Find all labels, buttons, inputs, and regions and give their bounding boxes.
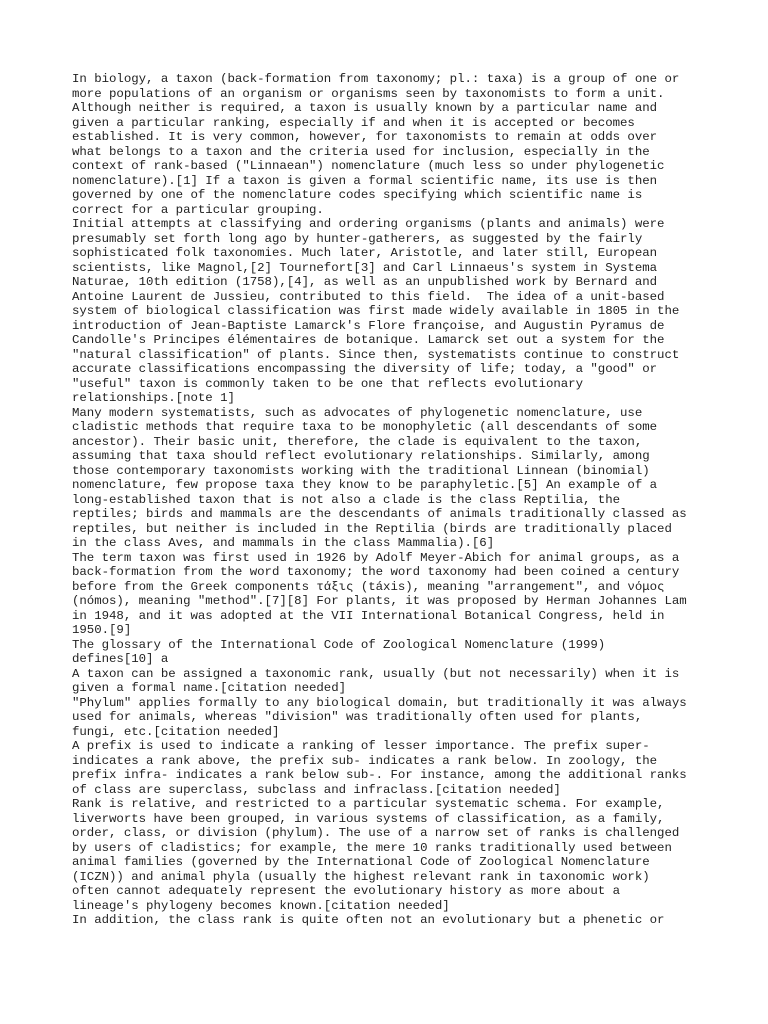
paragraph-glossary: The glossary of the International Code of Zoological Nomenclature (1999) defines[10] a: [72, 637, 606, 666]
paragraph-taxonomic-rank: A taxon can be assigned a taxonomic rank, usually (but not necessarily) when it is given a formal name.[citation needed]: [72, 666, 680, 695]
paragraph-phylum: "Phylum" applies formally to any biological domain, but traditionally it was always used for animals, whereas "division" was traditionally often used for plants, fungi, etc.[citation needed]: [72, 695, 687, 739]
paragraph-taxon-definition: In biology, a taxon (back-formation from taxonomy; pl.: taxa) is a group of one or more populations of an organism or organisms seen by taxonomists to form a unit. Although neither is required, a taxon is usually known by a particular name and given a particular ranking, especially if and when it is accepted or becomes established. It is very common, however, for taxonomists to remain at odds over what belongs to a taxon and the criteria used for inclusion, especially in the context of rank-based ("Linnaean") nomenclature (much less so under phylogenetic nomenclature).[1] If a taxon is given a formal scientific name, its use is then governed by one of the nomenclature codes specifying which scientific name is correct for a particular grouping.: [72, 72, 680, 217]
paragraph-cladistics: Many modern systematists, such as advocates of phylogenetic nomenclature, use cladistic methods that require taxa to be monophyletic (all descendants of some ancestor). Their basic unit, therefore, the clade is equivalent to the taxon, assuming that taxa should reflect evolutionary relationships. Similarly, among those contemporary taxonomists working with the traditional Linnean (binomial) nomenclature, few propose taxa they know to be paraphyletic.[5] An example of a long-established taxon that is not also a clade is the class Reptilia, the reptiles; birds and mammals are the descendants of animals traditionally classed as reptiles, but neither is included in the Reptilia (birds are traditionally placed in the class Aves, and mammals in the class Mammalia).[6]: [72, 405, 687, 550]
paragraph-history-classification: Initial attempts at classifying and ordering organisms (plants and animals) were presumably set forth long ago by hunter-gatherers, as suggested by the fairly sophisticated folk taxonomies. Much later, Aristotle, and later still, European scientists, like Magnol,[2] Tournefort[3] and Carl Linnaeus's system in Systema Naturae, 10th edition (1758),[4], as well as an unpublished work by Bernard and Antoine Laurent de Jussieu, contributed to this field. The idea of a unit-based system of biological classification was first made widely available in 1805 in the introduction of Jean-Baptiste Lamarck's Flore françoise, and Augustin Pyramus de Candolle's Principes élémentaires de botanique. Lamarck set out a system for the "natural classification" of plants. Since then, systematists continue to construct accurate classifications encompassing the diversity of life; today, a "good" or "useful" taxon is commonly taken to be one that reflects evolutionary relationships.[note 1]: [72, 217, 680, 405]
paragraph-rank-relative: Rank is relative, and restricted to a particular systematic schema. For example, liverworts have been grouped, in various systems of classification, as a family, order, class, or division (phylum). The use of a narrow set of ranks is challenged by users of cladistics; for example, the mere 10 ranks traditionally used between animal families (governed by the International Code of Zoological Nomenclature (ICZN)) and animal phyla (usually the highest relevant rank in taxonomic work) often cannot adequately represent the evolutionary history as more about a lineage's phylogeny becomes known.[citation needed]: [72, 797, 680, 913]
paragraph-term-origin: The term taxon was first used in 1926 by Adolf Meyer-Abich for animal groups, as a back-formation from the word taxonomy; the word taxonomy had been coined a century before from the Greek components τάξις (táxis), meaning "arrangement", and νόμος (nómos), meaning "method".[7][8] For plants, it was proposed by Herman Johannes Lam in 1948, and it was adopted at the VII International Botanical Congress, held in 1950.[9]: [72, 550, 687, 637]
paragraph-prefix: A prefix is used to indicate a ranking of lesser importance. The prefix super- indicates a rank above, the prefix sub- indicates a rank below. In zoology, the prefix infra- indicates a rank below sub-. For instance, among the additional ranks of class are superclass, subclass and infraclass.[citation needed]: [72, 739, 687, 797]
document-page: [72, 72, 712, 928]
paragraph-class-rank: In addition, the class rank is quite often not an evolutionary but a phenetic or: [72, 913, 665, 927]
